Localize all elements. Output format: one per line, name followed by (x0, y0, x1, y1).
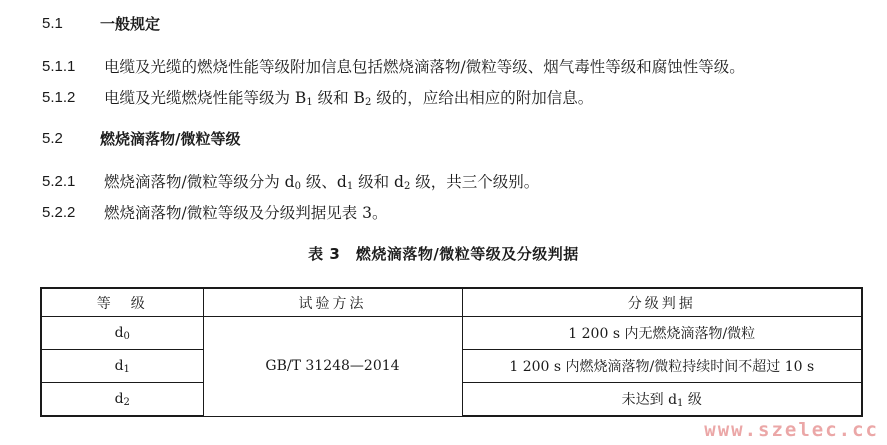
clause-text: 电缆及光缆燃烧性能等级为 $B_1$ 级和 $B_2$ 级的，应给出相应的附加信息。 (104, 89, 594, 108)
table-caption: 表 3 燃烧滴落物/微粒等级及分级判据 (308, 245, 579, 263)
grade-cell: $d_2$ (41, 383, 203, 417)
criteria-cell: 1 200 s 内燃烧滴落物/微粒持续时间不超过 10 s (462, 350, 862, 383)
clause-text: 燃烧滴落物/微粒等级及分级判据见表 3。 (104, 204, 388, 222)
section-title: 燃烧滴落物/微粒等级 (100, 130, 241, 148)
header-grade: 等 级 (41, 288, 203, 317)
clause-number: 5.2.1 (42, 173, 76, 190)
site-watermark: www.szelec.cc (704, 419, 879, 441)
table-header-row (41, 288, 862, 317)
table-row (41, 317, 862, 350)
method-cell: GB/T 31248—2014 (203, 317, 462, 417)
clause-text: 电缆及光缆的燃烧性能等级附加信息包括燃烧滴落物/微粒等级、烟气毒性等级和腐蚀性等级。 (104, 58, 745, 76)
section-number: 5.1 (42, 15, 63, 32)
clause-text: 燃烧滴落物/微粒等级分为 $d_0$ 级、$d_1$ 级和 $d_2$ 级，共三个级别。 (104, 173, 540, 192)
clause-number: 5.1.2 (42, 89, 76, 106)
grade-table (40, 287, 863, 417)
grade-cell: $d_0$ (41, 317, 203, 350)
grade-cell: $d_1$ (41, 350, 203, 383)
criteria-cell: 1 200 s 内无燃烧滴落物/微粒 (462, 317, 862, 350)
clause-number: 5.2.2 (42, 204, 76, 221)
header-criteria: 分级判据 (462, 288, 862, 317)
header-method: 试验方法 (203, 288, 462, 317)
criteria-cell: 未达到 $d_1$ 级 (462, 383, 862, 417)
section-number: 5.2 (42, 130, 63, 147)
section-title: 一般规定 (100, 15, 161, 33)
clause-number: 5.1.1 (42, 58, 76, 75)
